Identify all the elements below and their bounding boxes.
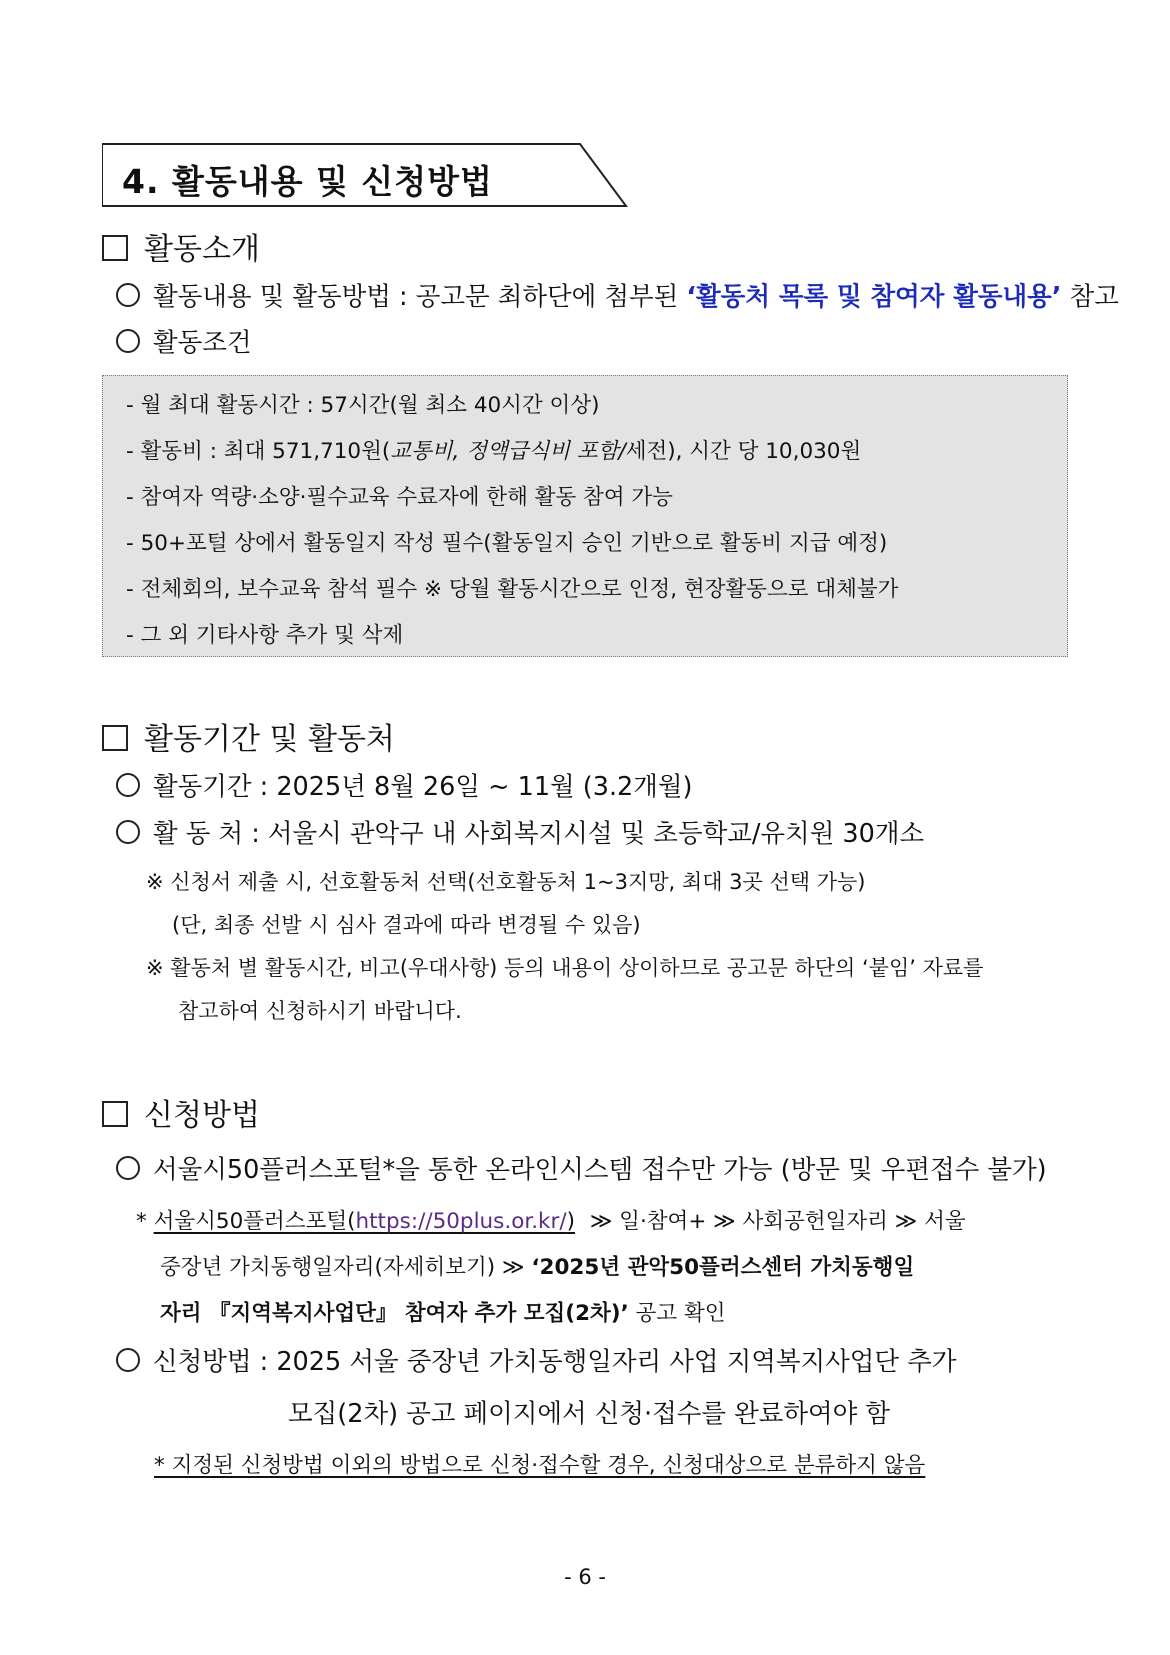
note-line: ※ 활동처 별 활동시간, 비고(우대사항) 등의 내용이 상이하므로 공고문 하단의 ‘붙임’ 자료를 [146, 956, 984, 980]
item-activity-content [116, 277, 1119, 313]
portal-url-link[interactable]: https://50plus.or.kr/ [355, 1209, 567, 1234]
condition-line: - 50+포털 상에서 활동일지 작성 필수(활동일지 승인 기반으로 활동비 지급 예정) [126, 531, 888, 556]
star-marker: * [136, 1209, 147, 1234]
page-number: - 6 - [564, 1565, 606, 1589]
footnote: * 지정된 신청방법 이외의 방법으로 신청·접수할 경우, 신청대상으로 분류하지 않음 [154, 1453, 926, 1478]
portal-path-line-3: 자리 『지역복지사업단』 참여자 추가 모집(2차)’ 공고 확인 [160, 1301, 726, 1326]
section-application-method [102, 1090, 260, 1134]
item-text: 활동조건 [153, 328, 252, 358]
portal-link-text: 서울시50플러스포털(https://50plus.or.kr/) [153, 1209, 575, 1234]
conditions-box [102, 375, 1068, 657]
note-line: (단, 최종 선발 시 심사 결과에 따라 변경될 수 있음) [172, 913, 641, 937]
item-text: 활 동 처 : 서울시 관악구 내 사회복지시설 및 초등학교/유치원 30개소 [153, 819, 925, 849]
item-text: 활동기간 : 2025년 8월 26일 ~ 11월 (3.2개월) [153, 772, 693, 802]
item-how-to-apply [116, 1342, 956, 1378]
item-text: 신청방법 : 2025 서울 중장년 가치동행일자리 사업 지역복지사업단 추가 [153, 1347, 957, 1377]
portal-path-line [136, 1204, 966, 1235]
circle-bullet-icon [116, 329, 140, 353]
section-period-location [102, 714, 395, 758]
item-location [116, 814, 924, 850]
circle-bullet-icon [116, 773, 140, 797]
condition-line: - 전체회의, 보수교육 참석 필수 ※ 당월 활동시간으로 인정, 현장활동으로 대체불가 [126, 577, 899, 602]
circle-bullet-icon [116, 1348, 140, 1372]
section-activity-intro [102, 224, 260, 268]
portal-path-line-2: 중장년 가치동행일자리(자세히보기) ≫ ‘2025년 관악50플러스센터 가치동행일 [160, 1255, 915, 1280]
condition-line: - 월 최대 활동시간 : 57시간(월 최소 40시간 이상) [126, 393, 600, 418]
section-heading-box [102, 142, 628, 210]
item-text: 서울시50플러스포털*을 통한 온라인시스템 접수만 가능 (방문 및 우편접수 불가) [153, 1155, 1047, 1185]
item-online-only [116, 1150, 1047, 1186]
circle-bullet-icon [116, 820, 140, 844]
highlight-text: ‘활동처 목록 및 참여자 활동내용’ [686, 282, 1062, 312]
note-line: 참고하여 신청하시기 바랍니다. [178, 999, 462, 1023]
menu-path: ≫ 일·참여+ ≫ 사회공헌일자리 ≫ 서울 [589, 1209, 966, 1234]
item-activity-conditions [116, 323, 252, 359]
condition-line: - 그 외 기타사항 추가 및 삭제 [126, 623, 404, 648]
item-text: 활동내용 및 활동방법 : 공고문 최하단에 첨부된 [153, 282, 687, 312]
item-period [116, 767, 693, 803]
note-line: ※ 신청서 제출 시, 선호활동처 선택(선호활동처 1~3지망, 최대 3곳 선택 가능) [146, 870, 866, 894]
checkbox-square-icon [102, 1101, 128, 1127]
item-how-to-apply-cont: 모집(2차) 공고 페이지에서 신청·접수를 완료하여야 함 [288, 1399, 891, 1429]
checkbox-square-icon [102, 235, 128, 261]
page-title: 4. 활동내용 및 신청방법 [122, 162, 493, 201]
item-text-suffix: 참고 [1061, 282, 1119, 312]
section-title: 신청방법 [144, 1098, 260, 1133]
circle-bullet-icon [116, 1156, 140, 1180]
section-title: 활동소개 [144, 232, 260, 267]
section-title: 활동기간 및 활동처 [144, 722, 395, 757]
condition-line: - 활동비 : 최대 571,710원(교통비, 정액급식비 포함/세전), 시간 당 10,030원 [126, 439, 862, 464]
circle-bullet-icon [116, 283, 140, 307]
condition-line: - 참여자 역량·소양·필수교육 수료자에 한해 활동 참여 가능 [126, 485, 673, 510]
checkbox-square-icon [102, 725, 128, 751]
